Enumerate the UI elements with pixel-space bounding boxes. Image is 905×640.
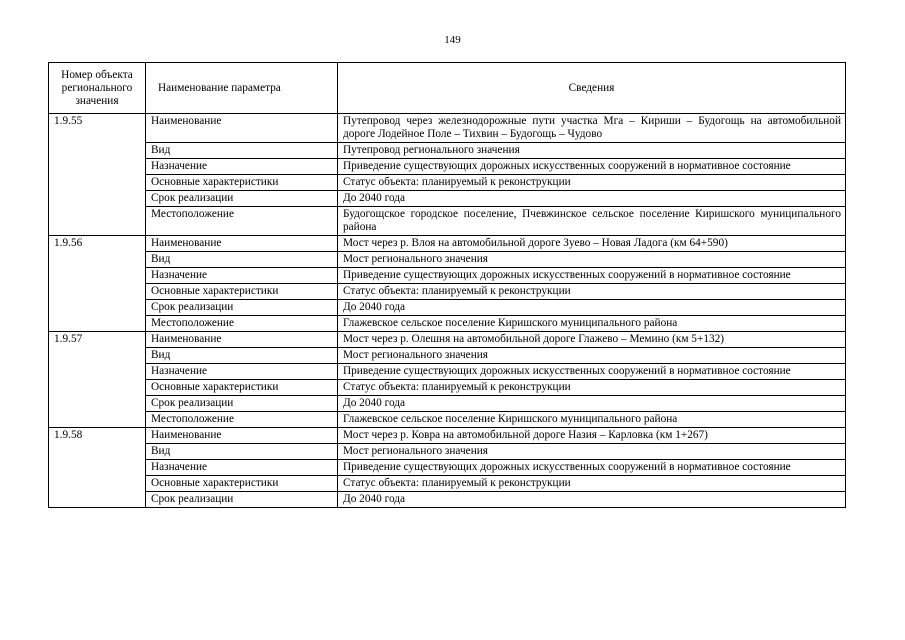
parameter-value-cell: Статус объекта: планируемый к реконструкции: [338, 284, 846, 300]
parameter-value-cell: До 2040 года: [338, 396, 846, 412]
table-row: [49, 380, 846, 396]
parameter-value-cell: Глажевское сельское поселение Киришского муниципального района: [338, 316, 846, 332]
parameter-value-cell: До 2040 года: [338, 492, 846, 508]
parameter-value-cell: Приведение существующих дорожных искусственных сооружений в нормативное состояние: [338, 159, 846, 175]
parameter-value-cell: Статус объекта: планируемый к реконструкции: [338, 476, 846, 492]
parameter-value-cell: Мост через р. Ковра на автомобильной дороге Назия – Карловка (км 1+267): [338, 428, 846, 444]
parameter-value-cell: Глажевское сельское поселение Киришского муниципального района: [338, 412, 846, 428]
header-details: Сведения: [338, 63, 846, 114]
parameter-name-cell: Назначение: [146, 159, 338, 175]
parameter-name-cell: Местоположение: [146, 412, 338, 428]
parameter-value-cell: Приведение существующих дорожных искусственных сооружений в нормативное состояние: [338, 460, 846, 476]
table-row: [49, 476, 846, 492]
table-header: [49, 63, 846, 114]
parameter-value-cell: До 2040 года: [338, 300, 846, 316]
table-row: [49, 364, 846, 380]
table-row: [49, 252, 846, 268]
parameter-value-cell: Приведение существующих дорожных искусственных сооружений в нормативное состояние: [338, 268, 846, 284]
object-table: [48, 62, 846, 508]
object-number-cell: 1.9.55: [49, 114, 146, 236]
header-parameter-name: Наименование параметра: [146, 63, 338, 114]
parameter-name-cell: Вид: [146, 252, 338, 268]
table-row: [49, 412, 846, 428]
object-number-cell: 1.9.58: [49, 428, 146, 508]
table-row: [49, 332, 846, 348]
object-number-cell: 1.9.57: [49, 332, 146, 428]
parameter-name-cell: Вид: [146, 348, 338, 364]
table-row: [49, 143, 846, 159]
parameter-name-cell: Местоположение: [146, 316, 338, 332]
page-number: 149: [444, 34, 461, 46]
parameter-value-cell: Мост через р. Влоя на автомобильной дороге Зуево – Новая Ладога (км 64+590): [338, 236, 846, 252]
parameter-name-cell: Наименование: [146, 428, 338, 444]
parameter-value-cell: Мост регионального значения: [338, 444, 846, 460]
table-row: [49, 159, 846, 175]
table-row: [49, 316, 846, 332]
parameter-value-cell: Мост через р. Олешня на автомобильной дороге Глажево – Мемино (км 5+132): [338, 332, 846, 348]
table-row: [49, 191, 846, 207]
table-row: [49, 207, 846, 236]
parameter-name-cell: Вид: [146, 143, 338, 159]
parameter-name-cell: Местоположение: [146, 207, 338, 236]
parameter-name-cell: Наименование: [146, 236, 338, 252]
parameter-name-cell: Основные характеристики: [146, 476, 338, 492]
table-row: [49, 396, 846, 412]
table-row: [49, 284, 846, 300]
parameter-value-cell: До 2040 года: [338, 191, 846, 207]
table-row: [49, 348, 846, 364]
parameter-name-cell: Вид: [146, 444, 338, 460]
parameter-name-cell: Срок реализации: [146, 191, 338, 207]
parameter-name-cell: Наименование: [146, 332, 338, 348]
table-row: [49, 236, 846, 252]
table-row: [49, 175, 846, 191]
table-row: [49, 428, 846, 444]
parameter-name-cell: Срок реализации: [146, 492, 338, 508]
parameter-name-cell: Назначение: [146, 364, 338, 380]
parameter-value-cell: Статус объекта: планируемый к реконструкции: [338, 175, 846, 191]
table-body: [49, 114, 846, 508]
parameter-value-cell: Мост регионального значения: [338, 348, 846, 364]
parameter-value-cell: Приведение существующих дорожных искусственных сооружений в нормативное состояние: [338, 364, 846, 380]
parameter-name-cell: Срок реализации: [146, 300, 338, 316]
table-row: [49, 300, 846, 316]
table-row: [49, 460, 846, 476]
parameter-name-cell: Назначение: [146, 460, 338, 476]
parameter-name-cell: Основные характеристики: [146, 284, 338, 300]
parameter-value-cell: Мост регионального значения: [338, 252, 846, 268]
parameter-value-cell: Путепровод регионального значения: [338, 143, 846, 159]
parameter-value-cell: Статус объекта: планируемый к реконструкции: [338, 380, 846, 396]
table-row: [49, 492, 846, 508]
parameter-name-cell: Назначение: [146, 268, 338, 284]
parameter-value-cell: Путепровод через железнодорожные пути участка Мга – Кириши – Будогощь на автомобильной дороге Лодейное Поле – Тихвин – Будогощь – Чудово: [338, 114, 846, 143]
parameter-name-cell: Наименование: [146, 114, 338, 143]
parameter-name-cell: Срок реализации: [146, 396, 338, 412]
header-object-number: Номер объекта регионального значения: [49, 63, 146, 114]
table-row: [49, 268, 846, 284]
parameter-name-cell: Основные характеристики: [146, 175, 338, 191]
parameter-value-cell: Будогощское городское поселение, Пчевжинское сельское поселение Киришского муниципального района: [338, 207, 846, 236]
parameter-name-cell: Основные характеристики: [146, 380, 338, 396]
table-row: [49, 114, 846, 143]
table-row: [49, 444, 846, 460]
object-number-cell: 1.9.56: [49, 236, 146, 332]
